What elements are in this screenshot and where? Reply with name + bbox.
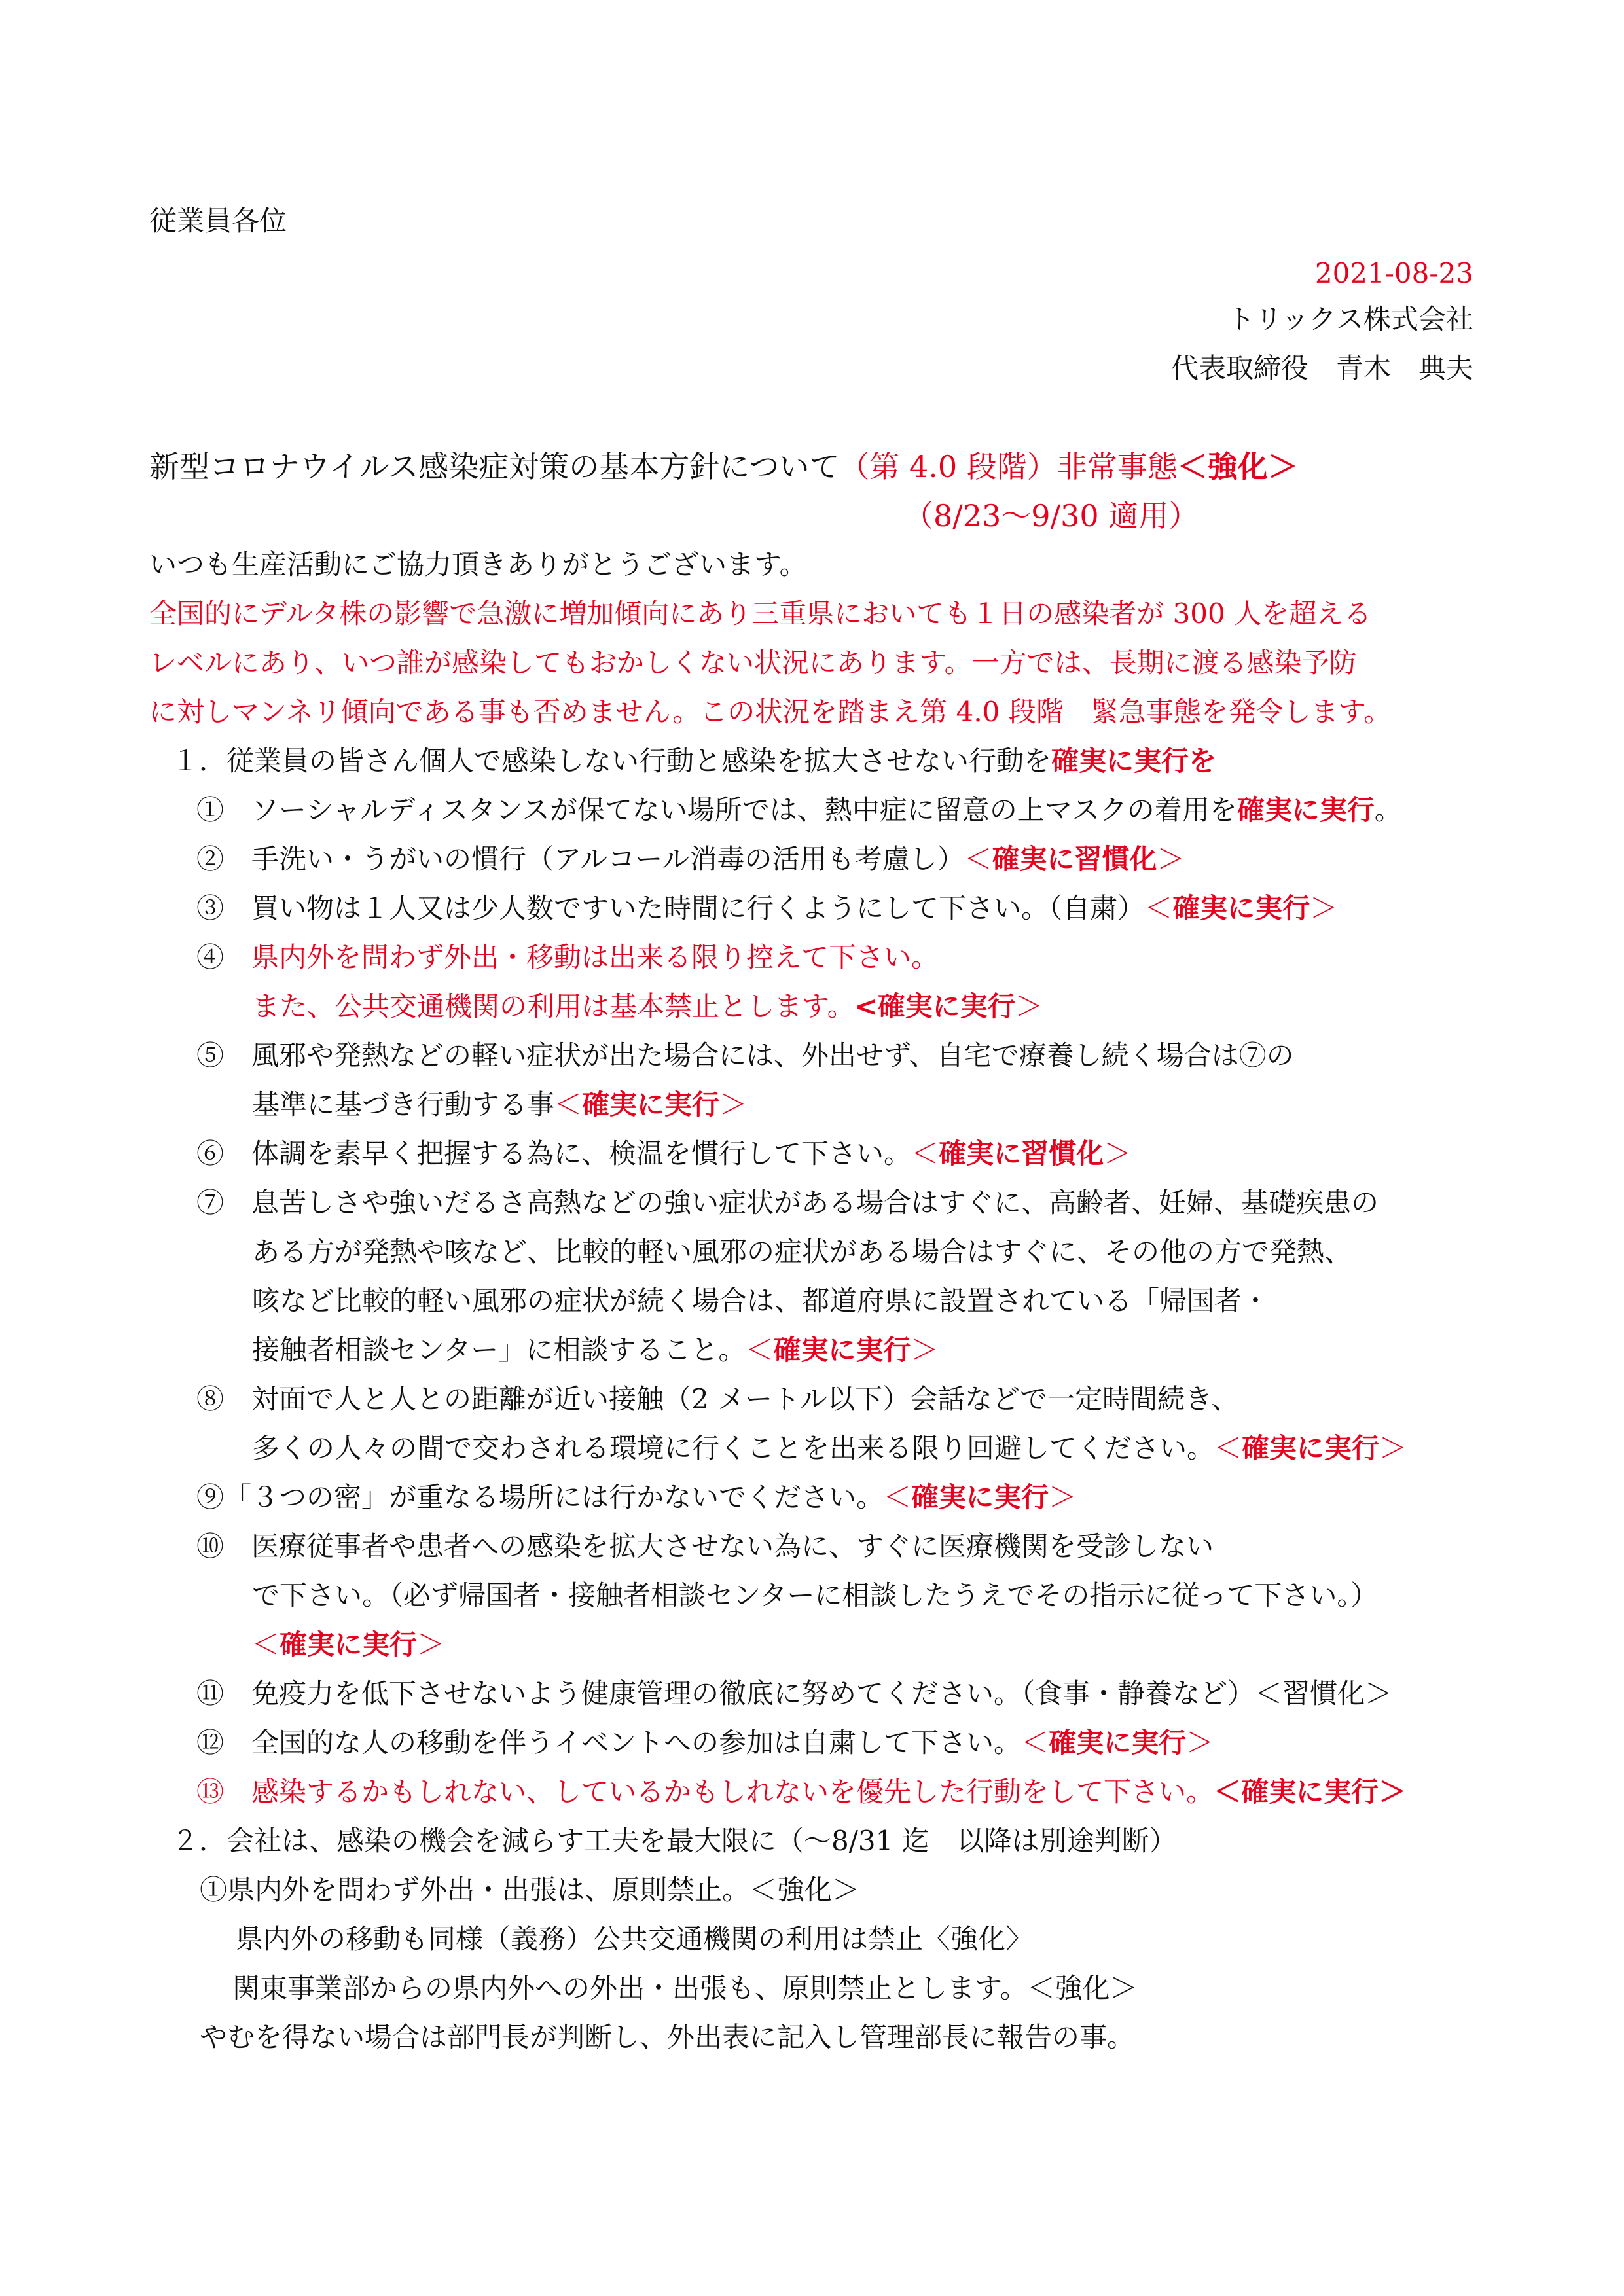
item-4-num: ④ xyxy=(196,941,225,973)
item-6-text: 体調を素早く把握する為に、検温を慣行して下さい。 xyxy=(251,1138,912,1170)
item-1-num: ① xyxy=(196,794,225,826)
title-emphasis: ＜強化＞ xyxy=(1177,449,1298,484)
item-10-emph: 確実に実行 xyxy=(280,1628,418,1660)
item-7-text-4: 接触者相談センター」に相談すること。 xyxy=(252,1334,746,1366)
page-title xyxy=(149,448,1298,485)
item-5-num: ⑤ xyxy=(196,1039,225,1071)
item-1 xyxy=(196,792,1402,829)
item-7-text-1: 息苦しさや強いだるさ高熱などの強い症状がある場合はすぐに、高齢者、妊婦、基礎疾患の xyxy=(251,1187,1379,1219)
item-2-num: ② xyxy=(196,843,225,875)
signer: 代表取締役 青木 典夫 xyxy=(1170,352,1473,384)
item-3: ③ 買い物は１人又は少人数ですいた時間に行くようにして下さい。（自粛）＜確実に実行＞ xyxy=(196,892,1338,924)
item-6-num: ⑥ xyxy=(196,1138,225,1170)
item-9-num: ⑨ xyxy=(196,1481,225,1513)
section1-heading-emph: 確実に実行を xyxy=(1051,745,1217,777)
item-10-text-2: で下さい。（必ず帰国者・接触者相談センターに相談したうえでその指示に従って下さい。） xyxy=(252,1579,1379,1611)
item-5-cont: 基準に基づき行動する事＜確実に実行＞ xyxy=(252,1088,748,1121)
item-2: ② 手洗い・うがいの慣行（アルコール消毒の活用も考慮し）＜確実に習慣化＞ xyxy=(196,843,1185,875)
item-1-text: ソーシャルディスタンスが保てない場所では、熱中症に留意の上マスクの着用を xyxy=(251,794,1237,826)
item-2-text: 手洗い・うがいの慣行（アルコール消毒の活用も考慮し） xyxy=(251,843,965,875)
item-5 xyxy=(196,1037,1294,1074)
item-8-emph: 確実に実行 xyxy=(1242,1432,1380,1464)
item-11 xyxy=(196,1676,1392,1712)
item-11-text: 免疫力を低下させないよう健康管理の徹底に努めてください。（食事・静養など）＜習慣化＞ xyxy=(251,1677,1393,1710)
section2-line-2: 県内外の移動も同様（義務）公共交通機関の利用は禁止〈強化〉 xyxy=(236,1923,1034,1955)
item-8-num: ⑧ xyxy=(196,1383,225,1415)
title-stage: （第 4.0 段階）非常事態 xyxy=(839,449,1178,484)
item-12-text: 全国的な人の移動を伴うイベントへの参加は自粛して下さい。 xyxy=(251,1727,1022,1759)
item-2-emph: 確実に習慣化 xyxy=(992,843,1157,875)
item-4-text-2: また、公共交通機関の利用は基本禁止とします。 xyxy=(252,990,855,1022)
item-9-text: 「３つの密」が重なる場所には行かないでください。 xyxy=(224,1481,884,1513)
item-13-num: ⑬ xyxy=(196,1776,225,1808)
item-10-cont: ＜確実に実行＞ xyxy=(252,1628,445,1660)
item-13-emph: 確実に実行 xyxy=(1241,1776,1379,1808)
item-5-emph: 確実に実行 xyxy=(582,1088,720,1121)
item-12: ⑫ 全国的な人の移動を伴うイベントへの参加は自粛して下さい。＜確実に実行＞ xyxy=(196,1727,1214,1759)
item-10-text-1: 医療従事者や患者への感染を拡大させない為に、すぐに医療機関を受診しない xyxy=(251,1530,1214,1562)
item-7-emph: 確実に実行 xyxy=(773,1334,911,1366)
item-3-text: 買い物は１人又は少人数ですいた時間に行くようにして下さい。（自粛） xyxy=(251,892,1146,924)
item-7-text-3: 咳など比較的軽い風邪の症状が続く場合は、都道府県に設置されている「帰国者・ xyxy=(252,1285,1270,1317)
item-5-text-1: 風邪や発熱などの軽い症状が出た場合には、外出せず、自宅で療養し続く場合は⑦の xyxy=(251,1039,1294,1071)
intro-line-3: に対しマンネリ傾向である事も否めません。この状況を踏まえ第 4.0 段階 緊急事態を発令します。 xyxy=(149,696,1392,728)
title-main: 新型コロナウイルス感染症対策の基本方針について xyxy=(149,449,840,484)
greeting: いつも生産活動にご協力頂きありがとうございます。 xyxy=(149,548,807,581)
item-8 xyxy=(196,1381,1238,1418)
item-12-num: ⑫ xyxy=(196,1727,225,1759)
item-4-cont: また、公共交通機関の利用は基本禁止とします。<確実に実行＞ xyxy=(252,990,1043,1022)
item-4-text-1: 県内外を問わず外出・移動は出来る限り控えて下さい。 xyxy=(251,941,939,973)
item-8-text-1: 対面で人と人との距離が近い接触（2 メートル以下）会話などで一定時間続き、 xyxy=(251,1383,1239,1415)
item-6: ⑥ 体調を素早く把握する為に、検温を慣行して下さい。＜確実に習慣化＞ xyxy=(196,1138,1132,1170)
addressee: 従業員各位 xyxy=(149,205,287,237)
item-8-cont: 多くの人々の間で交わされる環境に行くことを出来る限り回避してください。＜確実に実行＞ xyxy=(252,1432,1407,1464)
item-13: ⑬ 感染するかもしれない、しているかもしれないを優先した行動をして下さい。＜確実に実行＞ xyxy=(196,1776,1407,1808)
intro-line-1: 全国的にデルタ株の影響で急激に増加傾向にあり三重県においても１日の感染者が 300 人を超える xyxy=(149,598,1372,630)
item-4 xyxy=(196,939,939,976)
item-8-text-2: 多くの人々の間で交わされる環境に行くことを出来る限り回避してください。 xyxy=(252,1432,1215,1464)
document-date: 2021-08-23 xyxy=(1314,257,1473,289)
section1-heading xyxy=(171,743,1216,780)
item-6-emph: 確実に習慣化 xyxy=(939,1138,1104,1170)
item-4-emph: 確実に実行 xyxy=(877,990,1015,1022)
item-9: ⑨「３つの密」が重なる場所には行かないでください。＜確実に実行＞ xyxy=(196,1481,1077,1513)
title-period: （8/23〜9/30 適用） xyxy=(903,498,1199,533)
item-13-text: 感染するかもしれない、しているかもしれないを優先した行動をして下さい。 xyxy=(251,1776,1214,1808)
item-1-emph: 確実に実行 xyxy=(1236,794,1375,826)
item-7-num: ⑦ xyxy=(196,1187,225,1219)
section2-heading: ２．会社は、感染の機会を減らす工夫を最大限に（〜8/31 迄 以降は別途判断） xyxy=(171,1825,1177,1857)
company-name: トリックス株式会社 xyxy=(1227,303,1473,335)
item-7-cont: 接触者相談センター」に相談すること。＜確実に実行＞ xyxy=(252,1334,939,1366)
intro-line-2: レベルにあり、いつ誰が感染してもおかしくない状況にあります。一方では、長期に渡る感染予防 xyxy=(149,647,1357,679)
section1-heading-text: １．従業員の皆さん個人で感染しない行動と感染を拡大させない行動を xyxy=(171,745,1052,777)
item-3-emph: 確実に実行 xyxy=(1172,892,1310,924)
section2-line-3: 関東事業部からの県内外への外出・出張も、原則禁止とします。＜強化＞ xyxy=(232,1972,1138,2004)
item-1-tail: 。 xyxy=(1374,794,1402,826)
item-7 xyxy=(196,1185,1379,1221)
section2-line-4: やむを得ない場合は部門長が判断し、外出表に記入し管理部長に報告の事。 xyxy=(200,2021,1135,2053)
item-5-text-2: 基準に基づき行動する事 xyxy=(252,1088,555,1121)
item-12-emph: 確実に実行 xyxy=(1049,1727,1187,1759)
item-10-num: ⑩ xyxy=(196,1530,225,1562)
item-9-emph: 確実に実行 xyxy=(911,1481,1049,1513)
item-10 xyxy=(196,1528,1214,1565)
section2-line-1: ①県内外を問わず外出・出張は、原則禁止。＜強化＞ xyxy=(200,1874,860,1906)
item-11-num: ⑪ xyxy=(196,1677,225,1710)
item-7-text-2: ある方が発熱や咳など、比較的軽い風邪の症状がある場合はすぐに、その他の方で発熱、 xyxy=(252,1236,1352,1268)
item-3-num: ③ xyxy=(196,892,225,924)
